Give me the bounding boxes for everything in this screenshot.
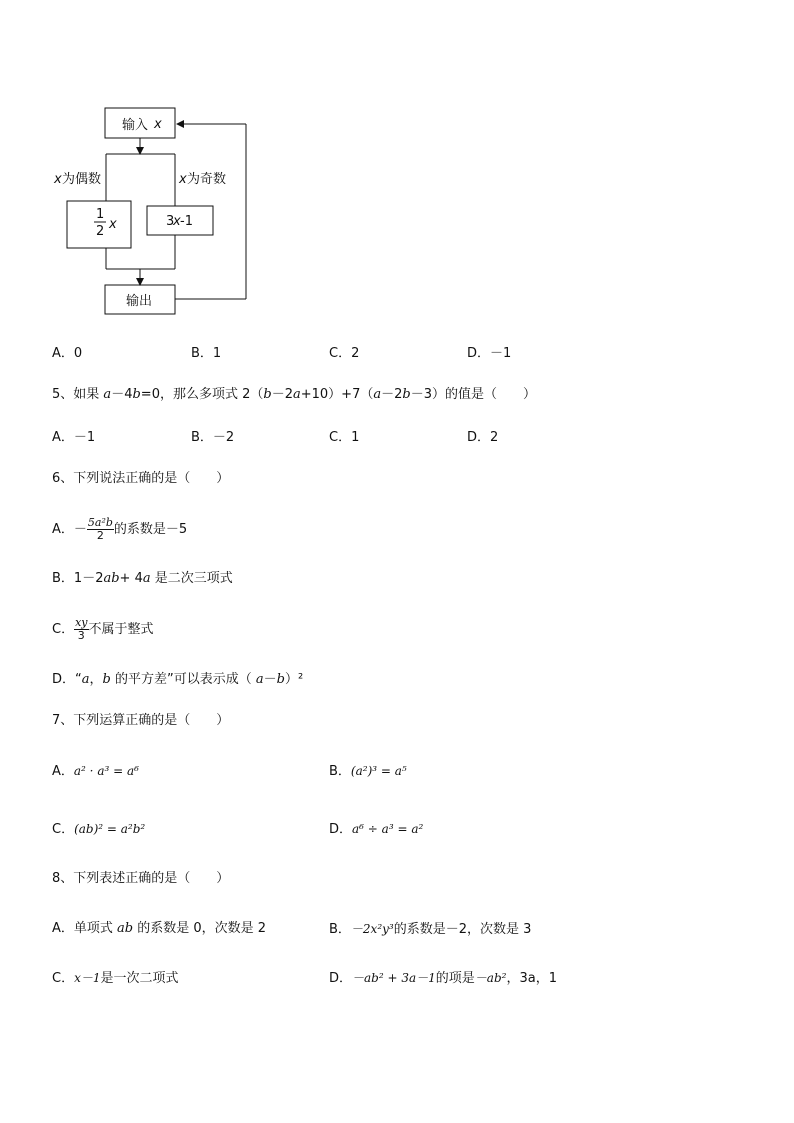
half-var: x xyxy=(109,217,117,232)
q7-option-b: B．(a²)³ = a⁵ xyxy=(329,764,407,779)
q6-option-c: C． $\frac{xy}{3}$ 不属于整式 xyxy=(52,616,154,642)
right-branch-var: x xyxy=(179,172,187,187)
q4-option-d: D．－1 xyxy=(467,346,512,361)
triple-var: x xyxy=(173,214,181,229)
output-label: 输出 xyxy=(126,294,153,309)
left-branch-text: 为偶数 xyxy=(62,172,102,187)
q4-option-c: C．2 xyxy=(329,346,360,361)
q8-option-c: C．x－1是一次二项式 xyxy=(52,971,179,986)
q8-option-a: A．单项式 ab 的系数是 0，次数是 2 xyxy=(52,921,267,936)
q7-option-a: A．a² · a³ = a⁶ xyxy=(52,764,139,779)
q8-option-d: D．－ab² + 3a－1的项是－ab²，3a，1 xyxy=(329,971,557,986)
q7-stem: 7、下列运算正确的是（ ） xyxy=(52,713,230,728)
q8-stem: 8、下列表述正确的是（ ） xyxy=(52,871,230,886)
flowchart xyxy=(40,100,260,325)
q6-option-b: B．1－2ab+ 4a 是二次三项式 xyxy=(52,571,233,586)
half-num: 1 xyxy=(96,207,105,222)
q5-option-d: D．2 xyxy=(467,430,499,445)
q6-option-a: A．－ $\frac{\text{5a²b}}{2}$ 的系数是－5 xyxy=(52,516,188,542)
q6-stem: 6、下列说法正确的是（ ） xyxy=(52,471,230,486)
q5-option-a: A．－1 xyxy=(52,430,96,445)
q5-stem: 5、如果 a－4b=0，那么多项式 2（b－2a+10）+7（a－2b－3）的值是（ ） xyxy=(52,387,537,402)
q6-option-d: D．“a，b 的平方差”可以表示成（ a－b）² xyxy=(52,672,304,687)
half-den: 2 xyxy=(96,224,105,239)
q4-option-b: B．1 xyxy=(191,346,222,361)
right-branch-text: 为奇数 xyxy=(187,172,227,187)
input-var: x xyxy=(154,117,162,132)
triple-b: -1 xyxy=(180,214,193,229)
q7-option-c: C．(ab)² = a²b² xyxy=(52,822,146,837)
triple-a: 3 xyxy=(166,214,175,229)
q4-option-a: A．0 xyxy=(52,346,83,361)
q5-option-c: C．1 xyxy=(329,430,360,445)
left-branch-var: x xyxy=(54,172,62,187)
q7-option-d: D．a⁶ ÷ a³ = a² xyxy=(329,822,424,837)
input-label: 输入 xyxy=(122,118,149,133)
q5-option-b: B．－2 xyxy=(191,430,235,445)
q8-option-b: B．－2x²y³的系数是－2，次数是 3 xyxy=(329,922,532,937)
